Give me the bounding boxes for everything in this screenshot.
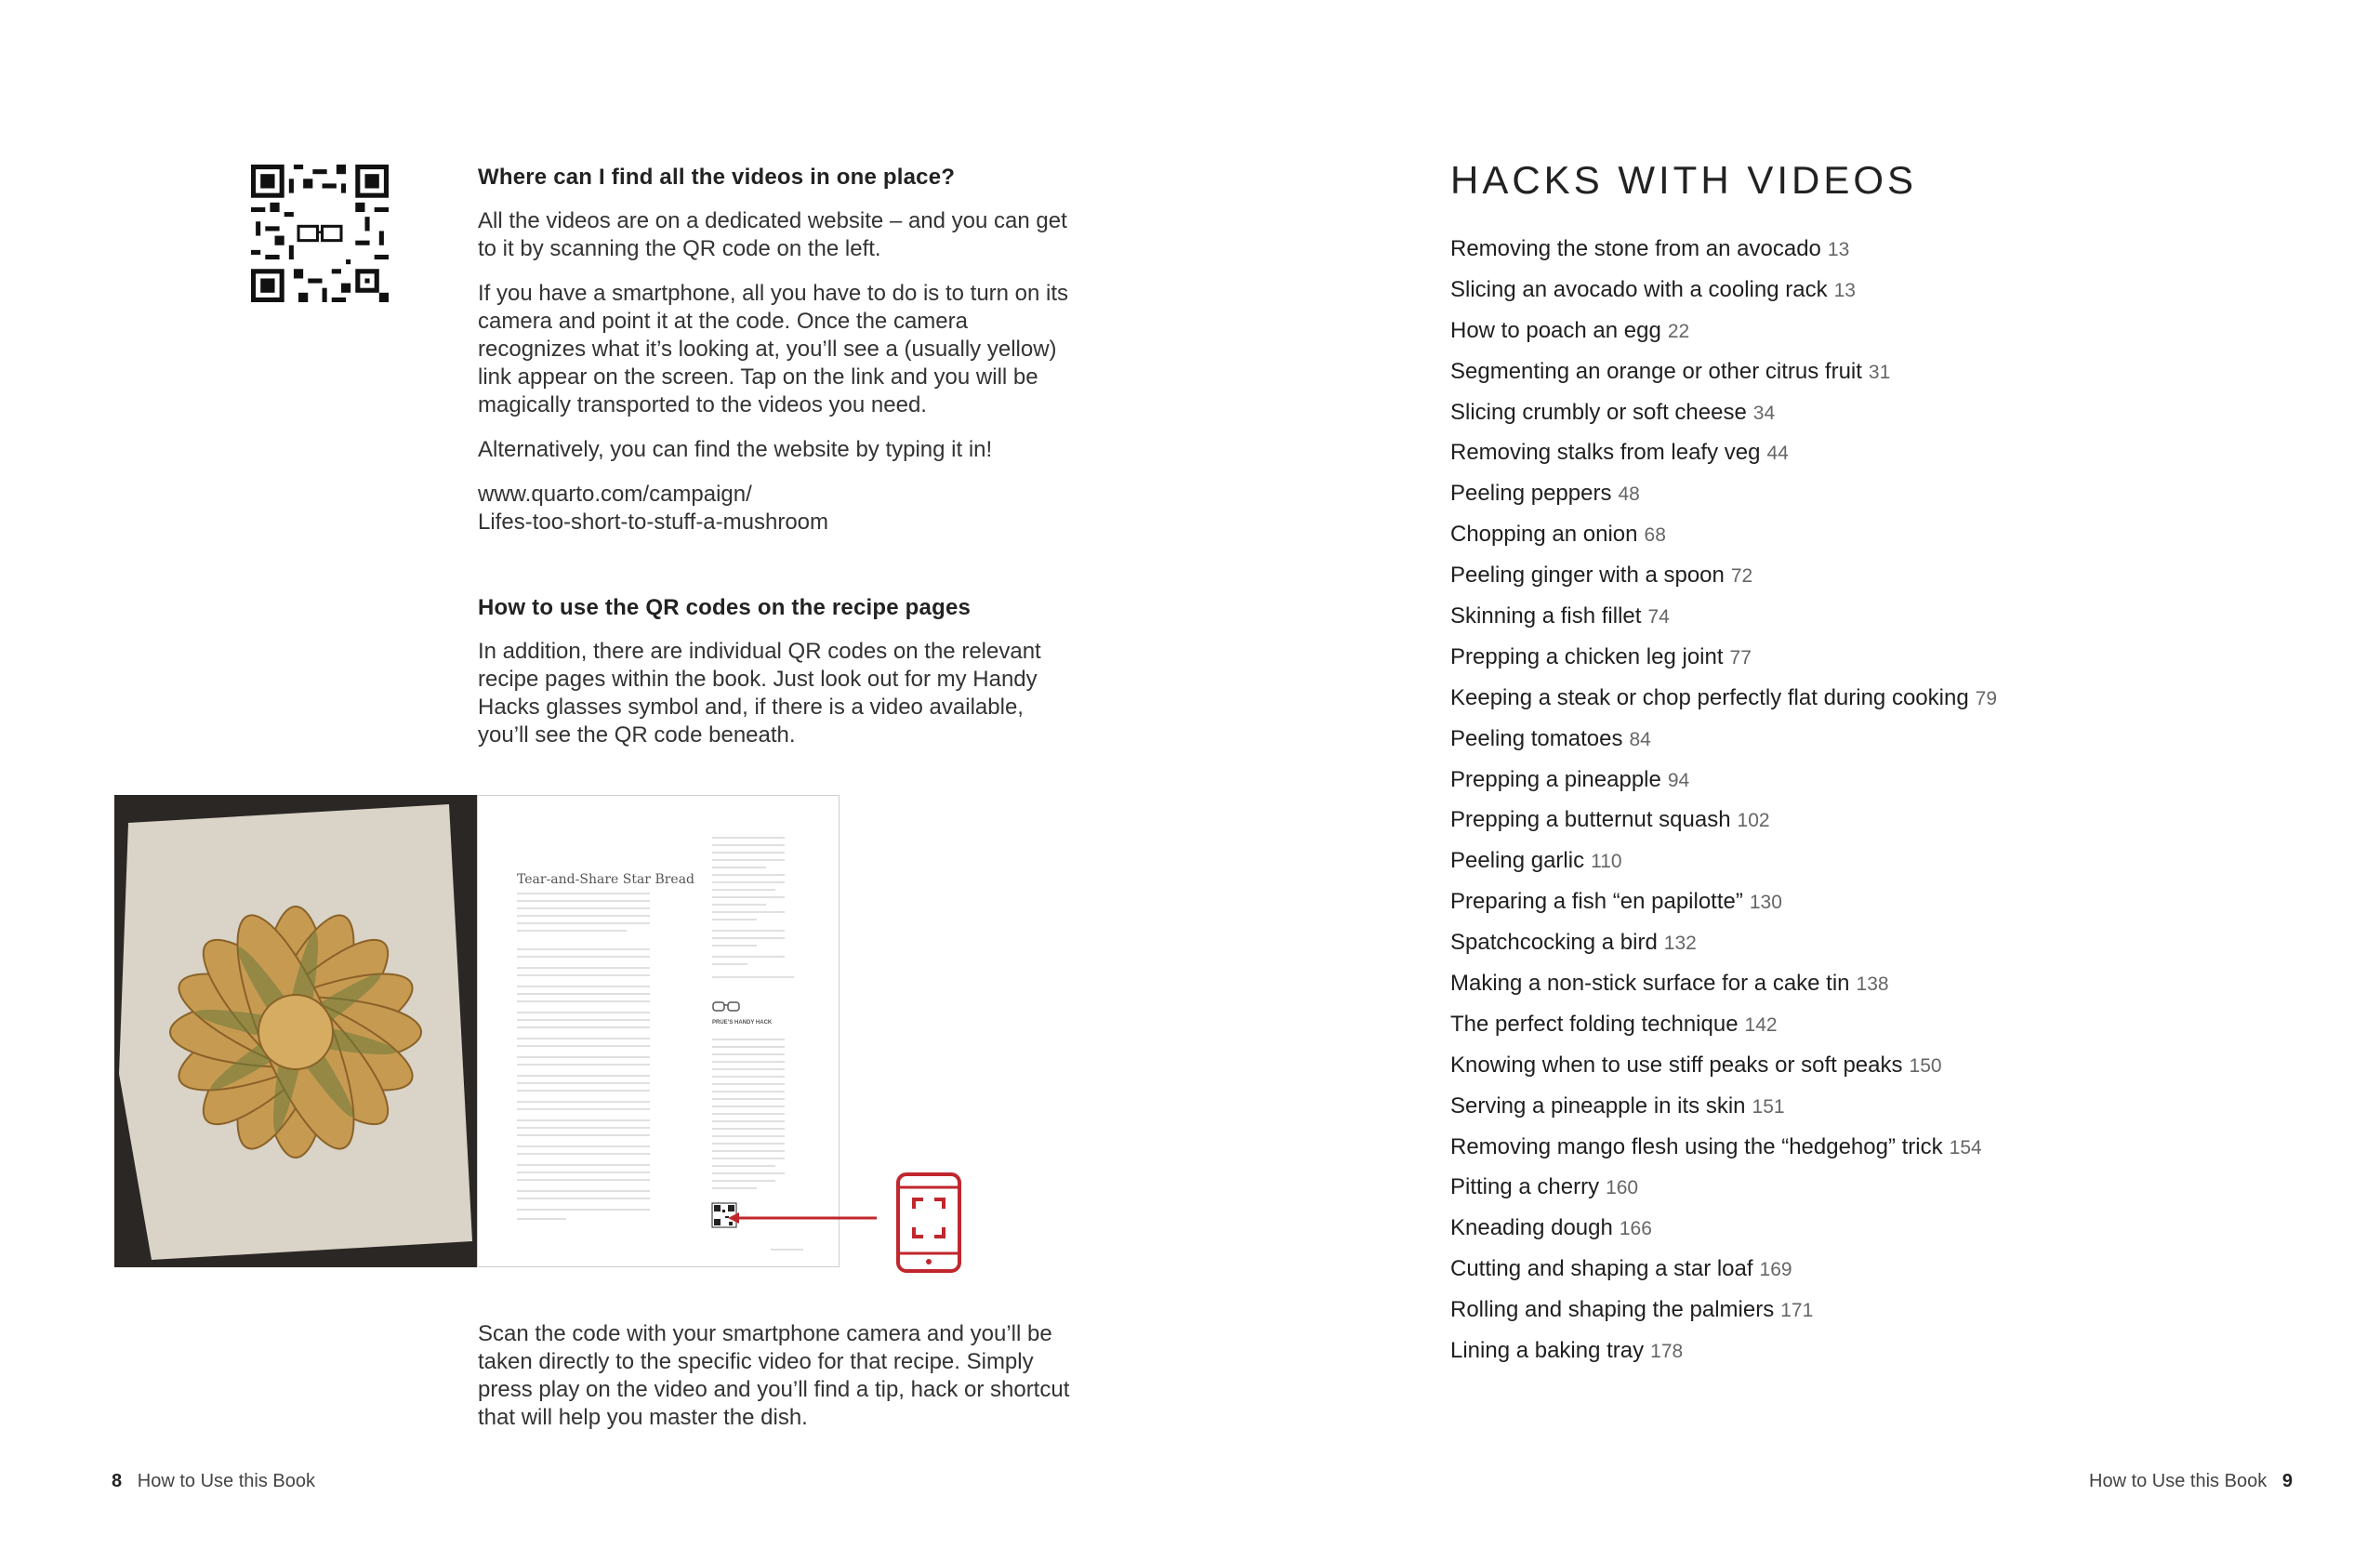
page-number: 9: [2281, 1471, 2293, 1491]
hack-list-item[interactable]: [1450, 1211, 1997, 1252]
hack-title: How to poach an egg: [1450, 317, 1661, 343]
hack-list-item[interactable]: [1450, 1131, 1997, 1172]
paragraph: Scan the code with your smartphone camera and you’ll be taken directly to the specific video for that recipe. Simply press play on the video and you’ll find a tip, hack or shortcut that will help you master the dish.: [478, 1321, 1070, 1430]
hack-list-item[interactable]: [1450, 355, 1997, 396]
hack-list-item[interactable]: [1450, 763, 1997, 804]
hacks-list: [1450, 232, 1997, 1375]
hack-page-number: 130: [1749, 892, 1782, 914]
glasses-icon: [713, 1002, 739, 1011]
section-heading: Where can I find all the videos in one place?: [478, 165, 956, 190]
hack-title: Slicing an avocado with a cooling rack: [1450, 276, 1828, 302]
hack-page-number: 72: [1730, 565, 1753, 588]
hack-list-item[interactable]: [1450, 559, 1997, 600]
hack-title: Peeling tomatoes: [1450, 725, 1623, 751]
hack-title: Kneading dough: [1450, 1215, 1613, 1241]
page-number: 8: [112, 1471, 123, 1491]
hack-title: Lining a baking tray: [1450, 1338, 1645, 1364]
hack-title: Peeling garlic: [1450, 848, 1585, 874]
paragraph: All the videos are on a dedicated website – and you can get to it by scanning the QR code on the left.: [478, 208, 1067, 261]
example-recipe-page: [114, 795, 840, 1269]
hack-page-number: 110: [1591, 851, 1622, 873]
hack-title: Spatchcocking a bird: [1450, 930, 1658, 956]
section-videos-location: [478, 165, 1073, 536]
hack-page-number: 74: [1647, 606, 1670, 629]
hack-page-number: 102: [1737, 810, 1770, 832]
hack-title: Pitting a cherry: [1450, 1174, 1600, 1200]
hack-page-number: 31: [1868, 361, 1891, 383]
hack-title: Peeling peppers: [1450, 481, 1612, 507]
paragraph: Alternatively, you can find the website by typing it in!: [478, 437, 993, 462]
hack-title: Prepping a butternut squash: [1450, 807, 1731, 833]
hack-list-item[interactable]: [1450, 967, 1997, 1008]
hack-list-item[interactable]: [1450, 1008, 1997, 1049]
page-title: HACKS WITH VIDEOS: [1450, 158, 1918, 202]
hack-list-item[interactable]: [1450, 314, 1997, 355]
arrow-left-icon: [728, 1212, 877, 1224]
hack-page-number: 171: [1780, 1300, 1814, 1322]
hack-page-number: 68: [1644, 524, 1666, 547]
hack-title: Serving a pineapple in its skin: [1450, 1092, 1746, 1119]
hack-list-item[interactable]: [1450, 1334, 1997, 1375]
hack-title: Slicing crumbly or soft cheese: [1450, 399, 1747, 425]
hack-title: Rolling and shaping the palmiers: [1450, 1297, 1775, 1323]
hack-list-item[interactable]: [1450, 682, 1997, 722]
hack-label: PRUE’S HANDY HACK: [712, 1020, 773, 1026]
star-bread-photo: [114, 795, 477, 1267]
hack-page-number: 132: [1663, 933, 1697, 955]
hack-title: Segmenting an orange or other citrus fruit: [1450, 358, 1862, 384]
hack-list-item[interactable]: [1450, 477, 1997, 518]
paragraph: If you have a smartphone, all you have to do is to turn on its camera and point it at the code. Once the camera recognizes what it’s looking at, you’ll see a (usually yellow) link appear on the screen. Tap on the link and you will be magically transported to the videos you need.: [478, 281, 1069, 417]
hack-title: Chopping an onion: [1450, 522, 1638, 548]
section-qr-usage: [478, 595, 1073, 766]
recipe-text-lines: [478, 796, 839, 1266]
hack-page-number: 22: [1667, 320, 1690, 342]
hack-page-number: 13: [1833, 279, 1856, 301]
hack-page-number: 44: [1766, 443, 1789, 465]
section-heading: How to use the QR codes on the recipe pages: [478, 595, 972, 620]
hack-list-item[interactable]: [1450, 1293, 1997, 1334]
page-footer-left: [112, 1471, 315, 1492]
hack-list-item[interactable]: [1450, 232, 1997, 273]
hack-page-number: 79: [1975, 687, 1998, 709]
hack-page-number: 13: [1827, 239, 1850, 260]
website-url[interactable]: [478, 481, 1073, 536]
hack-list-item[interactable]: [1450, 926, 1997, 967]
hack-list-item[interactable]: [1450, 436, 1997, 477]
hack-page-number: 138: [1856, 973, 1889, 996]
hack-list-item[interactable]: [1450, 1090, 1997, 1131]
hack-page-number: 77: [1729, 646, 1752, 669]
hack-list-item[interactable]: [1450, 1252, 1997, 1293]
hack-title: Removing stalks from leafy veg: [1450, 440, 1761, 466]
hack-page-number: 160: [1606, 1177, 1639, 1199]
hack-list-item[interactable]: [1450, 1049, 1997, 1090]
hack-page-number: 48: [1618, 483, 1640, 506]
hack-list-item[interactable]: [1450, 885, 1997, 926]
hack-title: Making a non-stick surface for a cake tin: [1450, 971, 1850, 997]
paragraph: In addition, there are individual QR codes on the relevant recipe pages within the book. Just look out for my Handy Hacks glasses symbol and, if there is a video available, you’ll see the QR code beneath.: [478, 639, 1041, 748]
website-url-line2: Lifes-too-short-to-stuff-a-mushroom: [478, 510, 829, 535]
hack-list-item[interactable]: [1450, 1171, 1997, 1211]
hack-page-number: 142: [1744, 1013, 1778, 1036]
hack-title: Prepping a pineapple: [1450, 766, 1661, 792]
hack-title: Knowing when to use stiff peaks or soft peaks: [1450, 1052, 1903, 1078]
hack-page-number: 178: [1650, 1341, 1684, 1363]
hack-list-item[interactable]: [1450, 518, 1997, 559]
hack-list-item[interactable]: [1450, 641, 1997, 682]
hack-list-item[interactable]: [1450, 600, 1997, 641]
recipe-page-thumbnail: [477, 795, 840, 1267]
website-url-line1: www.quarto.com/campaign/: [478, 482, 752, 507]
hack-title: Removing the stone from an avocado: [1450, 236, 1821, 261]
hack-page-number: 166: [1619, 1218, 1652, 1240]
hack-title: Peeling ginger with a spoon: [1450, 563, 1725, 589]
hack-page-number: 34: [1752, 402, 1776, 424]
hack-title: Cutting and shaping a star loaf: [1450, 1256, 1753, 1282]
hack-page-number: 151: [1752, 1095, 1785, 1118]
hack-title: Preparing a fish “en papilotte”: [1450, 889, 1743, 915]
hack-page-number: 150: [1909, 1054, 1942, 1077]
hack-page-number: 154: [1949, 1136, 1982, 1158]
hack-title: Prepping a chicken leg joint: [1450, 643, 1724, 669]
running-footer: How to Use this Book: [2089, 1471, 2268, 1491]
hack-title: Removing mango flesh using the “hedgehog” trick: [1450, 1133, 1943, 1159]
hack-list-item[interactable]: [1450, 722, 1997, 763]
hack-page-number: 94: [1667, 769, 1690, 791]
hack-page-number: 84: [1629, 728, 1651, 750]
hack-title: Skinning a fish fillet: [1450, 603, 1642, 629]
hack-list-item[interactable]: [1450, 273, 1997, 314]
hack-list-item[interactable]: [1450, 396, 1997, 437]
hack-list-item[interactable]: [1450, 844, 1997, 885]
phone-scan-icon: [895, 1172, 962, 1274]
hack-title: The perfect folding technique: [1450, 1011, 1739, 1037]
qr-code-icon[interactable]: [251, 165, 389, 302]
recipe-title: Tear-and-Share Star Bread: [517, 872, 695, 887]
hack-list-item[interactable]: [1450, 803, 1997, 844]
hack-title: Keeping a steak or chop perfectly flat during cooking: [1450, 684, 1969, 710]
caption: [478, 1320, 1073, 1449]
page-footer-right: [2089, 1471, 2293, 1492]
running-footer: How to Use this Book: [137, 1471, 315, 1491]
hack-page-number: 169: [1759, 1259, 1792, 1281]
